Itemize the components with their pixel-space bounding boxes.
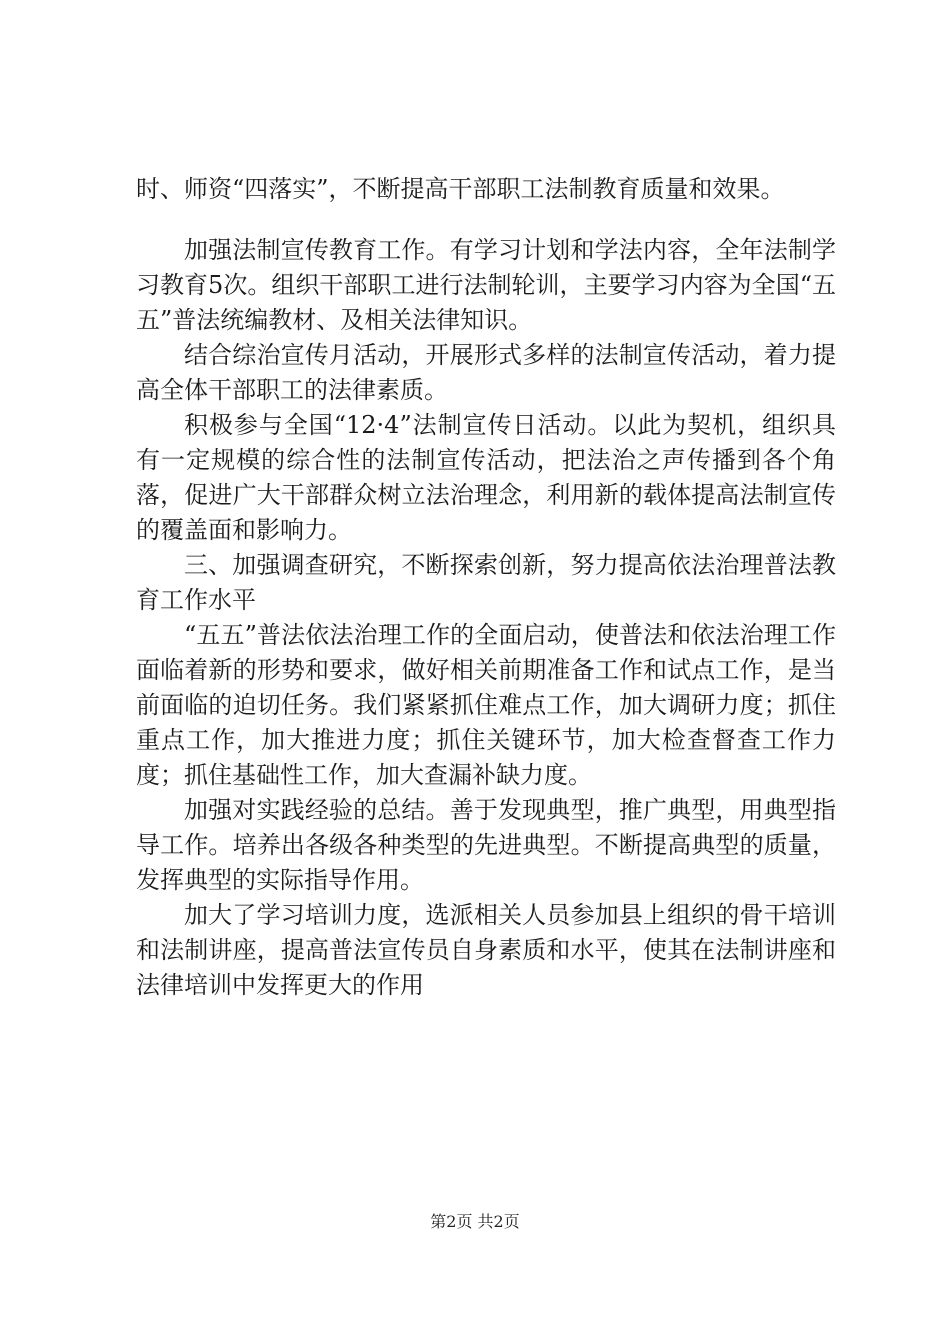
paragraph-continuation: 时、师资“四落实”，不断提高干部职工法制教育质量和效果。 <box>136 175 785 203</box>
paragraph-publicity-month: 结合综治宣传月活动，开展形式多样的法制宣传活动，着力提高全体干部职工的法律素质。 <box>136 341 836 404</box>
document-body <box>136 172 836 1003</box>
paragraph-legal-education: 加强法制宣传教育工作。有学习计划和学法内容，全年法制学习教育5次。组织干部职工进行法制轮训，主要学习内容为全国“五五”普法统编教材、及相关法律知识。 <box>136 236 836 334</box>
paragraph-five-five: “五五”普法依法治理工作的全面启动，使普法和依法治理工作面临着新的形势和要求，做好相关前期准备工作和试点工作，是当前面临的迫切任务。我们紧紧抓住难点工作，加大调研力度；抓住重点工作，加大推进力度；抓住关键环节，加大检查督查工作力度；抓住基础性工作，加大查漏补缺力度。 <box>136 621 836 789</box>
section-heading-three: 三、加强调查研究，不断探索创新，努力提高依法治理普法教育工作水平 <box>136 551 836 614</box>
page-number-footer: 第2页 共2页 <box>430 1212 520 1231</box>
paragraph-training: 加大了学习培训力度，选派相关人员参加县上组织的骨干培训和法制讲座，提高普法宣传员自身素质和水平，使其在法制讲座和法律培训中发挥更大的作用 <box>136 901 836 999</box>
paragraph-legal-day: 积极参与全国“12·4”法制宣传日活动。以此为契机，组织具有一定规模的综合性的法制宣传活动，把法治之声传播到各个角落，促进广大干部群众树立法治理念，利用新的载体提高法制宣传的覆盖面和影响力。 <box>136 411 836 544</box>
paragraph-gap <box>136 207 836 233</box>
paragraph-experience-summary: 加强对实践经验的总结。善于发现典型，推广典型，用典型指导工作。培养出各级各种类型的先进典型。不断提高典型的质量，发挥典型的实际指导作用。 <box>136 796 836 894</box>
